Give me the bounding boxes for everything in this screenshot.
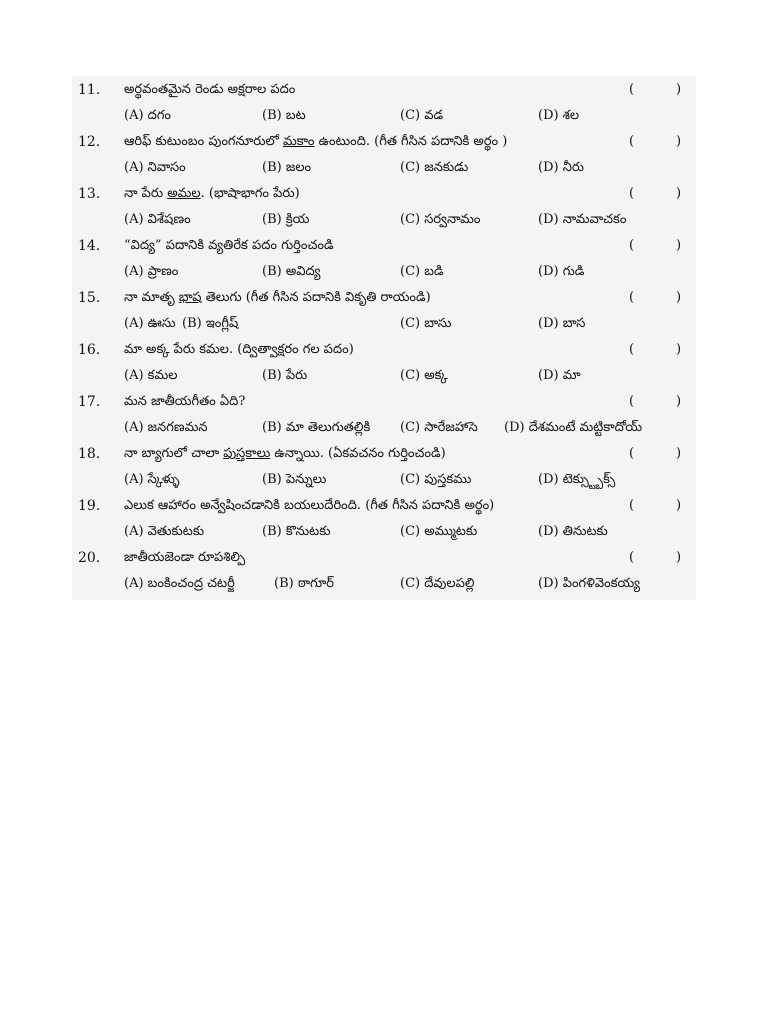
question-text: ఎలుక ఆహారం అన్వేషించడానికి బయలుదేరింది. (గీత గీసిన పదానికి అర్థం) [124, 498, 495, 513]
answer-box-open: ( [629, 134, 635, 149]
option-c: (C) పుస్తకము [400, 472, 472, 487]
option-a: (A) ప్రాణం [124, 264, 179, 279]
question-11 [78, 78, 688, 130]
option-b: (B) పెన్నులు [262, 472, 327, 487]
underlined-word: పుస్తకాలు [223, 446, 271, 461]
option-b: (B) ఠాగూర్ [274, 576, 334, 591]
question-text: “విద్య” పదానికి వ్యతిరేక పదం గుర్తించండి [124, 238, 334, 253]
question-20 [78, 546, 688, 598]
option-b: (B) బట [262, 108, 306, 123]
answer-box-open: ( [629, 446, 635, 461]
answer-box-open: ( [629, 550, 635, 565]
option-a: (A) విశేషణం [124, 212, 191, 227]
answer-box-open: ( [629, 394, 635, 409]
question-number: 13. [78, 186, 101, 202]
option-d: (D) మా [538, 368, 581, 383]
option-d: (D) శల [538, 108, 580, 123]
answer-box-close: ) [676, 186, 682, 201]
question-17 [78, 390, 688, 442]
question-13 [78, 182, 688, 234]
answer-box-close: ) [676, 238, 682, 253]
option-b: (B) అవిద్య [262, 264, 321, 279]
question-text: అర్థవంతమైన రెండు అక్షరాల పదం [124, 82, 296, 97]
question-14 [78, 234, 688, 286]
option-a: (A) నివాసం [124, 160, 186, 175]
option-b: (B) క్రియ [262, 212, 310, 227]
underlined-word: మకాం [283, 134, 315, 149]
question-number: 11. [78, 82, 101, 98]
option-b: (B) మా తెలుగుతల్లికి [262, 420, 371, 435]
option-c: (C) బడి [400, 264, 444, 279]
question-number: 16. [78, 342, 101, 358]
option-d: (D) నీరు [538, 160, 585, 175]
option-d: (D) పింగళివెంకయ్య [538, 576, 641, 591]
underlined-word: అమల [167, 186, 201, 201]
question-number: 19. [78, 498, 101, 514]
answer-box-close: ) [676, 134, 682, 149]
option-d: (D) బాస [538, 316, 586, 331]
option-d: (D) తినుటకు [538, 524, 608, 539]
option-d: (D) దేశమంటే మట్టికాదోయ్ [504, 420, 643, 435]
option-d: (D) టెక్స్ట్బుక్స్ [538, 472, 616, 487]
answer-box-close: ) [676, 550, 682, 565]
question-number: 15. [78, 290, 101, 306]
question-15 [78, 286, 688, 338]
option-b: (B) కొనుటకు [262, 524, 331, 539]
option-a: (A) కమల [124, 368, 178, 383]
option-a: (A) దగం [124, 108, 172, 123]
option-c: (C) సారేజహాసె [400, 420, 478, 435]
answer-box-close: ) [676, 290, 682, 305]
option-a: (A) జనగణమన [124, 420, 208, 435]
question-number: 12. [78, 134, 101, 150]
answer-box-close: ) [676, 498, 682, 513]
option-b: (B) పేరు [262, 368, 308, 383]
question-19 [78, 494, 688, 546]
option-c: (C) దేవులపల్లి [400, 576, 475, 591]
question-list [78, 78, 688, 598]
question-text: జాతీయజెండా రూపశిల్పి [124, 550, 246, 565]
option-d: (D) గుడి [538, 264, 585, 279]
answer-box-open: ( [629, 498, 635, 513]
answer-box-open: ( [629, 82, 635, 97]
question-text: మన జాతీయగీతం ఏది? [124, 394, 246, 409]
answer-box-close: ) [676, 342, 682, 357]
question-text: నా పేరు అమల. (భాషాభాగం పేరు) [124, 186, 300, 201]
answer-box-open: ( [629, 342, 635, 357]
option-d: (D) నామవాచకం [538, 212, 627, 227]
question-number: 18. [78, 446, 101, 462]
question-number: 14. [78, 238, 101, 254]
question-12 [78, 130, 688, 182]
question-16 [78, 338, 688, 390]
question-text: మా అక్క పేరు కమల. (ద్విత్వాక్షరం గల పదం) [124, 342, 354, 357]
option-b: (B) జలం [262, 160, 312, 175]
answer-box-close: ) [676, 446, 682, 461]
question-text: నా మాతృ భాష తెలుగు (గీత గీసిన పదానికి వికృతి రాయండి) [124, 290, 431, 305]
answer-box-open: ( [629, 186, 635, 201]
answer-box-open: ( [629, 238, 635, 253]
option-c: (C) అమ్ముటకు [400, 524, 478, 539]
answer-box-open: ( [629, 290, 635, 305]
option-c: (C) సర్వనామం [400, 212, 481, 227]
underlined-word: భాష [178, 290, 202, 305]
question-number: 17. [78, 394, 101, 410]
option-c: (C) వడ [400, 108, 444, 123]
option-a: (A) బంకించంద్ర చటర్జీ [124, 576, 235, 591]
option-a: (A) స్కేళ్ళు [124, 472, 180, 487]
option-c: (C) బాసు [400, 316, 452, 331]
question-number: 20. [78, 550, 101, 566]
question-18 [78, 442, 688, 494]
option-b: (B) ఇంగ్లీష్ [182, 316, 239, 331]
question-text: ఆరిఫ్ కుటుంబం పుంగనూరులో మకాం ఉంటుంది. (గీత గీసిన పదానికి అర్థం ) [124, 134, 508, 149]
option-a: (A) వెతుకుటకు [124, 524, 205, 539]
option-c: (C) జనకుడు [400, 160, 469, 175]
question-text: నా బ్యాగులో చాలా పుస్తకాలు ఉన్నాయి. (ఏకవచనం గుర్తించండి) [124, 446, 446, 461]
option-a: (A) ఊసు [124, 316, 176, 331]
answer-box-close: ) [676, 82, 682, 97]
option-c: (C) అక్క [400, 368, 448, 383]
answer-box-close: ) [676, 394, 682, 409]
